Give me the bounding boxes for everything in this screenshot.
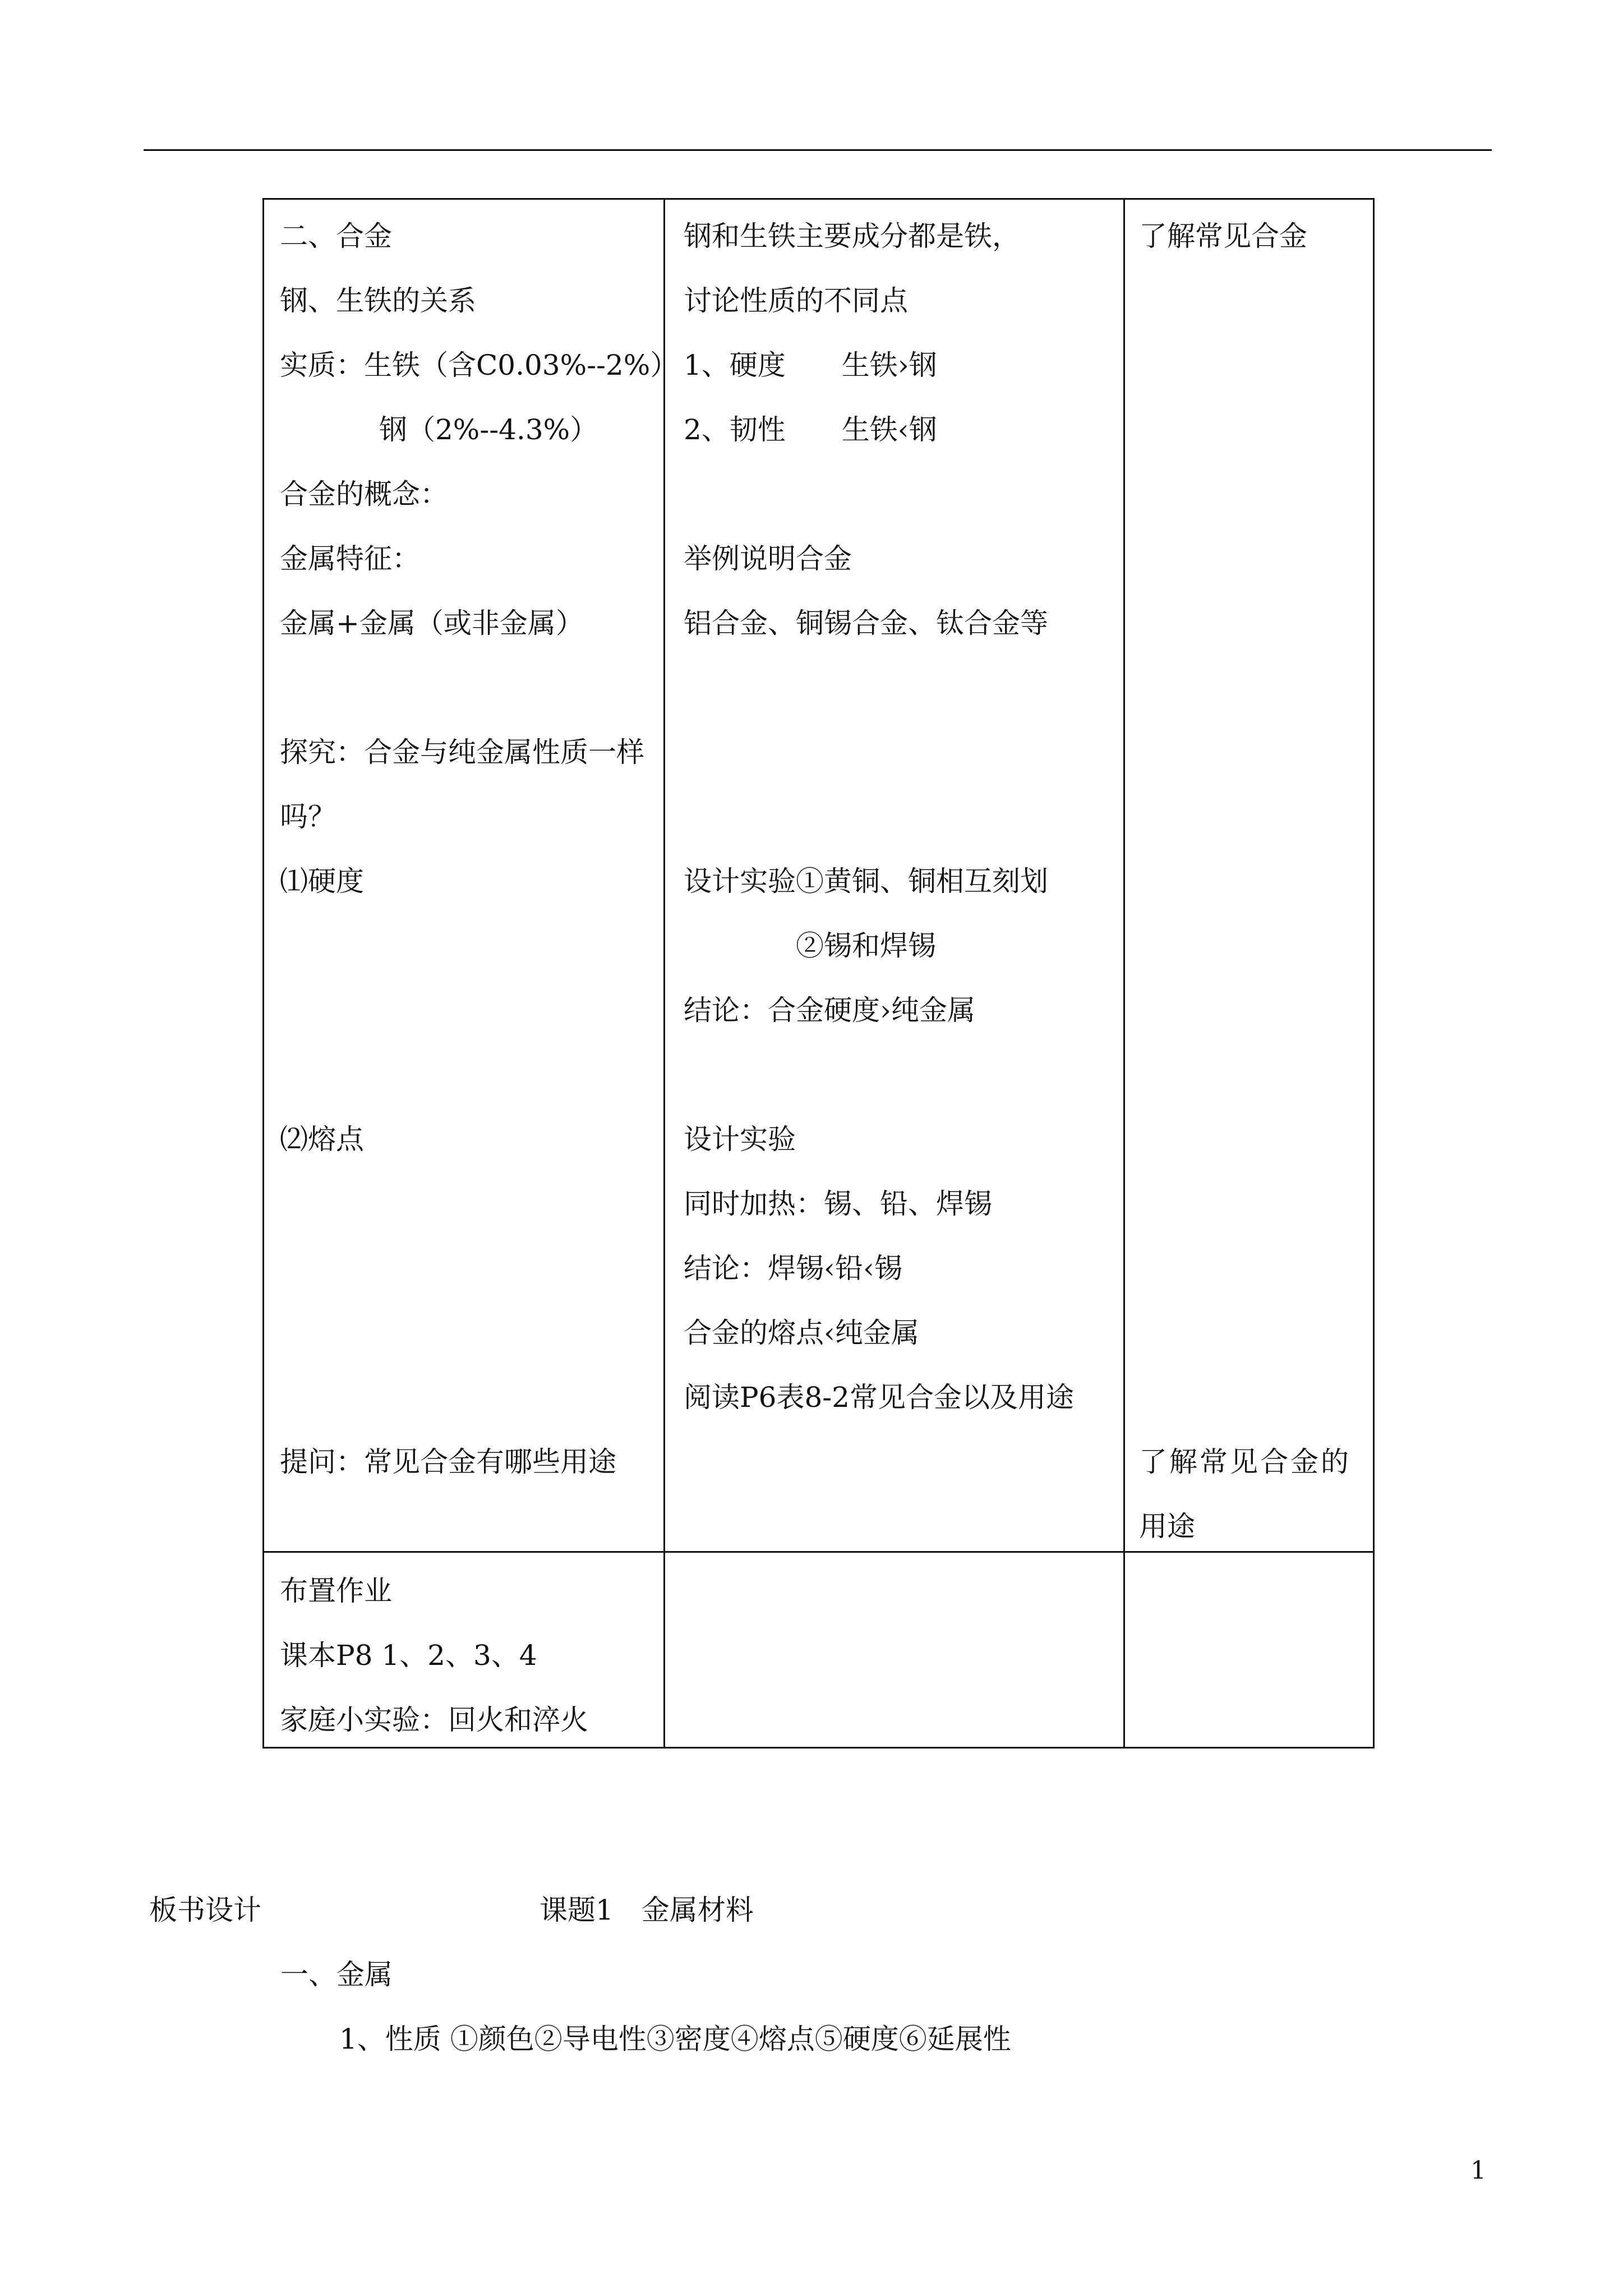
cell-text: 设计实验①黄铜、铜相互刻划 <box>684 865 1048 898</box>
cell-text: 吗？ <box>280 800 336 833</box>
page-number: 1 <box>1470 2156 1486 2185</box>
cell-text: 铝合金、铜锡合金、钛合金等 <box>684 607 1048 639</box>
cell-text: 钢、生铁的关系 <box>280 284 476 317</box>
cell-text: 讨论性质的不同点 <box>684 284 908 317</box>
cell-text: 钢和生铁主要成分都是铁， <box>684 220 1020 252</box>
cell-text: 合金的概念： <box>280 478 448 510</box>
cell-text: 探究：合金与纯金属性质一样 <box>280 736 644 769</box>
cell-text: 课本P8 1、2、3、4 <box>280 1639 537 1672</box>
cell-text: 布置作业 <box>280 1575 392 1607</box>
cell-text: 同时加热：锡、铅、焊锡 <box>684 1188 992 1220</box>
cell-text: 金属特征： <box>280 542 420 575</box>
cell-text: 金属+金属（或非金属） <box>280 607 584 639</box>
cell-text: 家庭小实验：回火和淬火 <box>280 1704 588 1736</box>
cell-text: 钢（2%--4.3%） <box>379 413 598 446</box>
column-divider-1 <box>663 200 665 1747</box>
cell-text: 1、硬度 生铁›钢 <box>684 349 937 381</box>
header-rule <box>144 149 1492 151</box>
cell-text: 实质：生铁（含C0.03%--2%） <box>280 349 679 381</box>
board-design-label: 板书设计 <box>149 1894 261 1926</box>
cell-text: 二、合金 <box>280 220 392 252</box>
lesson-table <box>262 198 1375 1749</box>
cell-text: 用途 <box>1139 1510 1195 1543</box>
cell-text: 举例说明合金 <box>684 542 852 575</box>
cell-text: 2、韧性 生铁‹钢 <box>684 413 937 446</box>
row-divider <box>264 1551 1373 1553</box>
cell-text: 了解常见合金的 <box>1139 1446 1351 1478</box>
lesson-title: 课题1 金属材料 <box>540 1894 754 1926</box>
cell-text: ②锡和焊锡 <box>796 930 936 962</box>
cell-text: 设计实验 <box>684 1123 796 1156</box>
cell-text: ⑴硬度 <box>280 865 364 898</box>
cell-text: 阅读P6表8-2常见合金以及用途 <box>684 1381 1074 1414</box>
cell-text: 合金的熔点‹纯金属 <box>684 1317 919 1349</box>
column-divider-2 <box>1123 200 1125 1747</box>
cell-text: 结论：合金硬度›纯金属 <box>684 994 975 1027</box>
section-heading: 一、金属 <box>280 1958 393 1991</box>
list-item: 1、性质 ①颜色②导电性③密度④熔点⑤硬度⑥延展性 <box>339 2023 1011 2055</box>
cell-text: 了解常见合金 <box>1139 220 1307 252</box>
cell-text: ⑵熔点 <box>280 1123 364 1156</box>
cell-text: 结论：焊锡‹铅‹锡 <box>684 1252 902 1285</box>
cell-text: 提问：常见合金有哪些用途 <box>280 1446 616 1478</box>
